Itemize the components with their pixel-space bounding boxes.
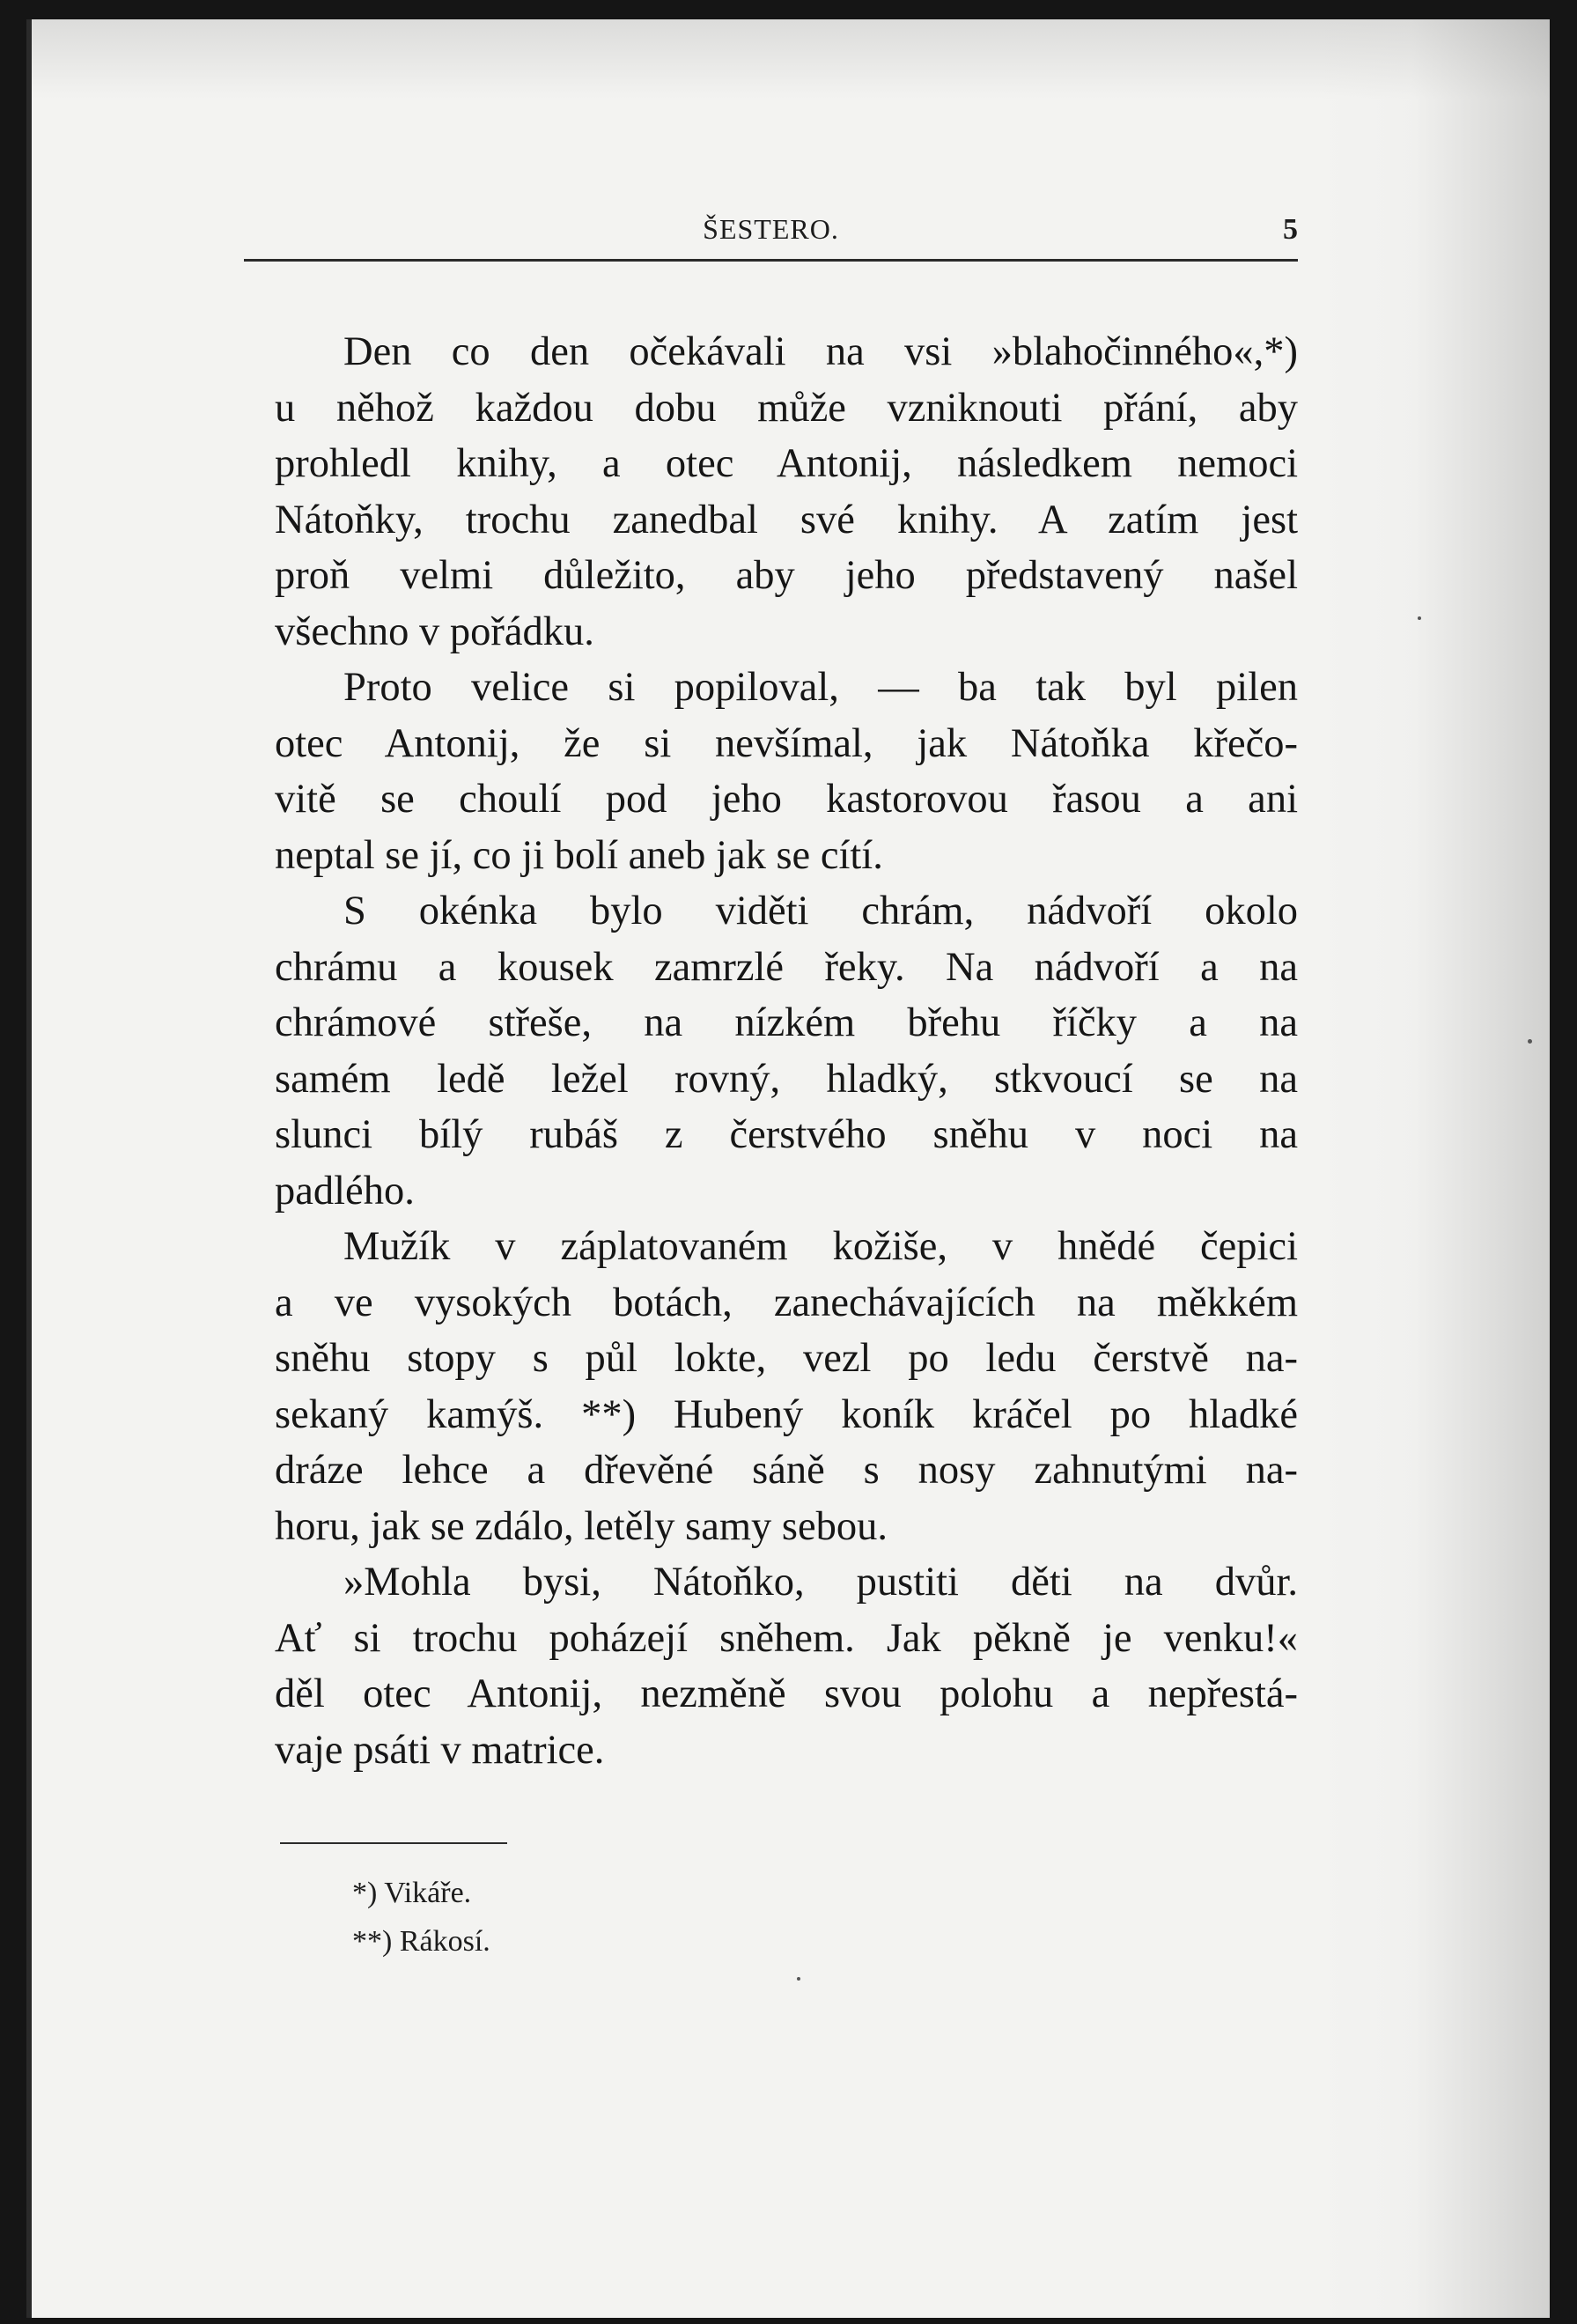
footnote: *) Vikáře. bbox=[352, 1877, 472, 1909]
text-line: dráze lehce a dřevěné sáně s nosy zahnutými na- bbox=[275, 1448, 1298, 1493]
page-left-edge bbox=[26, 19, 32, 2318]
page-right-shading bbox=[1321, 19, 1550, 2318]
text-line: chrámové střeše, na nízkém břehu říčky a na bbox=[275, 1000, 1298, 1045]
text-line: neptal se jí, co ji bolí aneb jak se cítí. bbox=[275, 832, 883, 878]
paragraph bbox=[275, 324, 1298, 660]
text-line: padlého. bbox=[275, 1168, 415, 1214]
text-line: otec Antonij, že si nevšímal, jak Nátoňka křečo- bbox=[275, 720, 1298, 766]
paragraph bbox=[275, 883, 1298, 1219]
text-line: děl otec Antonij, nezměně svou polohu a nepřestá- bbox=[275, 1671, 1298, 1716]
text-line: chrámu a kousek zamrzlé řeky. Na nádvoří a na bbox=[275, 944, 1298, 990]
text-line: horu, jak se zdálo, letěly samy sebou. bbox=[275, 1503, 888, 1549]
scan-speck bbox=[797, 1977, 800, 1981]
page-top-shading bbox=[26, 19, 1550, 99]
body-text bbox=[275, 324, 1298, 1778]
text-line: sekaný kamýš. **) Hubený koník kráčel po hladké bbox=[275, 1391, 1298, 1437]
header-rule bbox=[244, 259, 1298, 262]
text-line: Nátoňky, trochu zanedbal své knihy. A zatím jest bbox=[275, 497, 1298, 542]
footnotes bbox=[352, 1869, 490, 1966]
text-line: proň velmi důležito, aby jeho představený našel bbox=[275, 553, 1298, 598]
text-line: a ve vysokých botách, zanechávajících na měkkém bbox=[275, 1280, 1298, 1325]
scan-speck bbox=[1418, 616, 1421, 620]
footnote: **) Rákosí. bbox=[352, 1925, 490, 1958]
text-line: Mužík v záplatovaném kožiše, v hnědé čepici bbox=[343, 1224, 1298, 1269]
paragraph bbox=[275, 660, 1298, 883]
text-line: Ať si trochu poházejí sněhem. Jak pěkně je venku!« bbox=[275, 1615, 1298, 1661]
paragraph bbox=[275, 1554, 1298, 1778]
text-line: u něhož každou dobu může vzniknouti přání, aby bbox=[275, 385, 1298, 431]
page-header bbox=[244, 213, 1298, 266]
text-line: všechno v pořádku. bbox=[275, 609, 594, 654]
text-line: Proto velice si popiloval, — ba tak byl pilen bbox=[343, 665, 1298, 710]
scan-speck bbox=[1528, 1039, 1532, 1044]
text-line: sněhu stopy s půl lokte, vezl po ledu čerstvě na- bbox=[275, 1336, 1298, 1381]
running-title: ŠESTERO. bbox=[703, 213, 839, 245]
footnote-rule bbox=[280, 1842, 507, 1844]
page-number: 5 bbox=[1283, 213, 1298, 246]
text-line: vaje psáti v matrice. bbox=[275, 1727, 605, 1773]
paragraph bbox=[275, 1219, 1298, 1554]
text-line: prohledl knihy, a otec Antonij, následkem nemoci bbox=[275, 441, 1298, 486]
text-line: Den co den očekávali na vsi »blahočinného«,*) bbox=[343, 329, 1298, 374]
text-line: vitě se choulí pod jeho kastorovou řasou a ani bbox=[275, 777, 1298, 822]
text-line: samém ledě ležel rovný, hladký, stkvoucí se na bbox=[275, 1056, 1298, 1102]
text-line: S okénka bylo viděti chrám, nádvoří okolo bbox=[343, 889, 1298, 933]
text-line: »Mohla bysi, Nátoňko, pustiti děti na dvůr. bbox=[343, 1560, 1298, 1605]
text-line: slunci bílý rubáš z čerstvého sněhu v noci na bbox=[275, 1112, 1298, 1157]
